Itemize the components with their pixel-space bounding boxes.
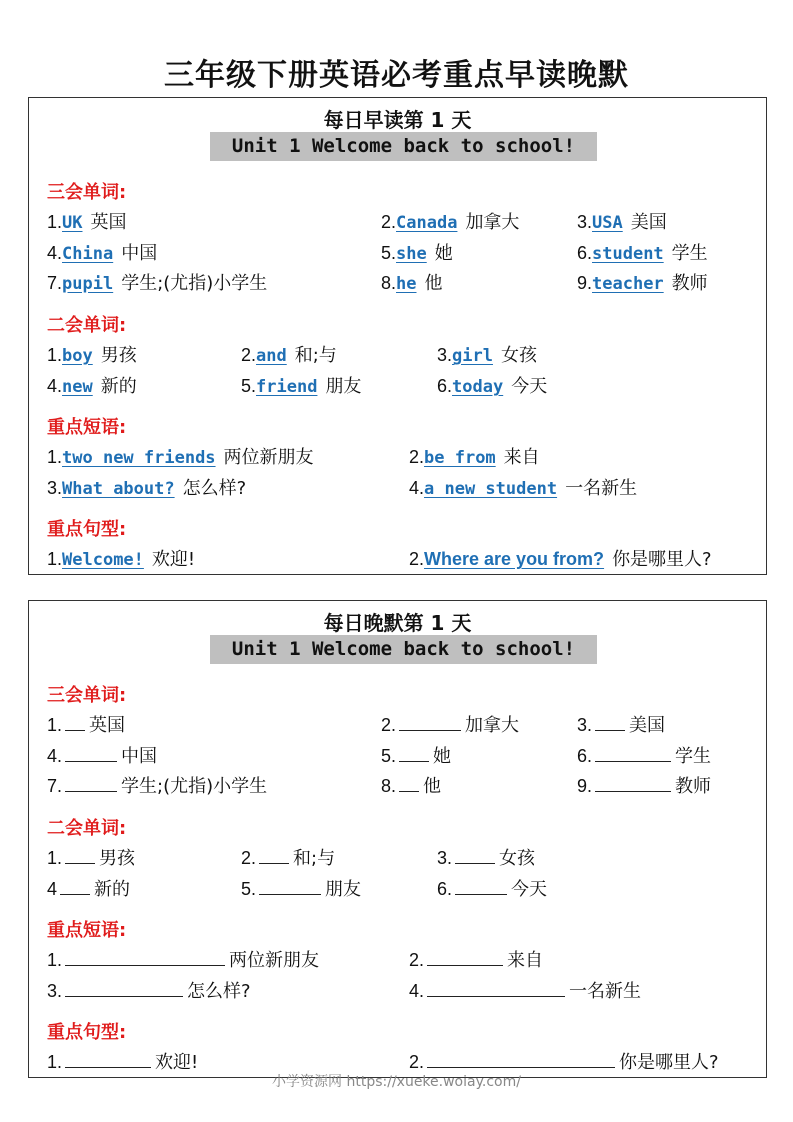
blank-item: 2. 和;与 [241,848,336,869]
blank-item: 1. 英国 [47,715,126,736]
answer-blank[interactable] [259,848,289,864]
evening-dictation-card [28,600,767,1078]
word-item: 5.she 她 [381,243,453,264]
answer-blank[interactable] [399,776,419,792]
blank-item: 2. 来自 [409,950,544,971]
word-item: 1.UK 英国 [47,212,127,233]
answer-blank[interactable] [259,879,321,895]
card-title: 每日早读第 1 天 [323,108,472,132]
phrase-item: 1.two new friends 两位新朋友 [47,447,314,468]
answer-blank[interactable] [455,879,507,895]
morning-reading-card [28,97,767,575]
answer-blank[interactable] [427,950,503,966]
blank-item: 2. 加拿大 [381,715,520,736]
word-item: 8.he 他 [381,273,443,294]
blank-item: 5. 她 [381,746,452,767]
blank-item: 4. 中国 [47,746,158,767]
blank-item: 3. 女孩 [437,848,536,869]
answer-blank[interactable] [65,950,225,966]
answer-blank[interactable] [595,746,671,762]
answer-blank[interactable] [455,848,495,864]
answer-blank[interactable] [427,981,565,997]
section-label-sentences: 重点句型: [47,1022,127,1043]
word-item: 9.teacher 教师 [577,273,708,294]
section-label-two-skill: 二会单词: [47,315,127,336]
word-item: 7.pupil 学生;(尤指)小学生 [47,273,268,294]
word-item: 4.new 新的 [47,376,137,397]
word-item: 6.today 今天 [437,376,548,397]
page-title: 三年级下册英语必考重点早读晚默 [164,58,629,93]
watermark: 小学资源网 https://xueke.woiay.com/ [272,1074,521,1090]
blank-item: 5. 朋友 [241,879,362,900]
answer-blank[interactable] [60,879,90,895]
section-label-three-skill: 三会单词: [47,182,127,203]
word-item: 4.China 中国 [47,243,158,264]
section-label-phrases: 重点短语: [47,920,127,941]
answer-blank[interactable] [399,715,461,731]
blank-item: 2. 你是哪里人? [409,1052,719,1073]
answer-blank[interactable] [399,746,429,762]
blank-item: 4 新的 [47,879,131,900]
blank-item: 3. 美国 [577,715,666,736]
answer-blank[interactable] [427,1052,615,1068]
blank-item: 9. 教师 [577,776,712,797]
section-label-phrases: 重点短语: [47,417,127,438]
word-item: 2.and 和;与 [241,345,337,366]
blank-item: 7. 学生;(尤指)小学生 [47,776,268,797]
phrase-item: 4.a new student 一名新生 [409,478,638,499]
answer-blank[interactable] [65,776,117,792]
sentence-item: 1.Welcome! 欢迎! [47,549,196,570]
unit-banner: Unit 1 Welcome back to school! [210,635,597,664]
sentence-item: 2.Where are you from? 你是哪里人? [409,549,712,570]
blank-item: 8. 他 [381,776,442,797]
answer-blank[interactable] [65,715,85,731]
word-item: 6.student 学生 [577,243,708,264]
answer-blank[interactable] [65,848,95,864]
phrase-item: 2.be from 来自 [409,447,540,468]
card-title: 每日晚默第 1 天 [323,611,472,635]
word-item: 3.USA 美国 [577,212,667,233]
phrase-item: 3.What about? 怎么样? [47,478,247,499]
answer-blank[interactable] [65,1052,151,1068]
blank-item: 4. 一名新生 [409,981,642,1002]
answer-blank[interactable] [595,776,671,792]
blank-item: 6. 今天 [437,879,548,900]
word-item: 2.Canada 加拿大 [381,212,520,233]
blank-item: 3. 怎么样? [47,981,251,1002]
answer-blank[interactable] [65,981,183,997]
blank-item: 1. 欢迎! [47,1052,199,1073]
blank-item: 1. 两位新朋友 [47,950,320,971]
word-item: 3.girl 女孩 [437,345,537,366]
section-label-sentences: 重点句型: [47,519,127,540]
unit-banner: Unit 1 Welcome back to school! [210,132,597,161]
answer-blank[interactable] [65,746,117,762]
word-item: 1.boy 男孩 [47,345,137,366]
blank-item: 6. 学生 [577,746,712,767]
answer-blank[interactable] [595,715,625,731]
section-label-three-skill: 三会单词: [47,685,127,706]
word-item: 5.friend 朋友 [241,376,362,397]
section-label-two-skill: 二会单词: [47,818,127,839]
blank-item: 1. 男孩 [47,848,136,869]
